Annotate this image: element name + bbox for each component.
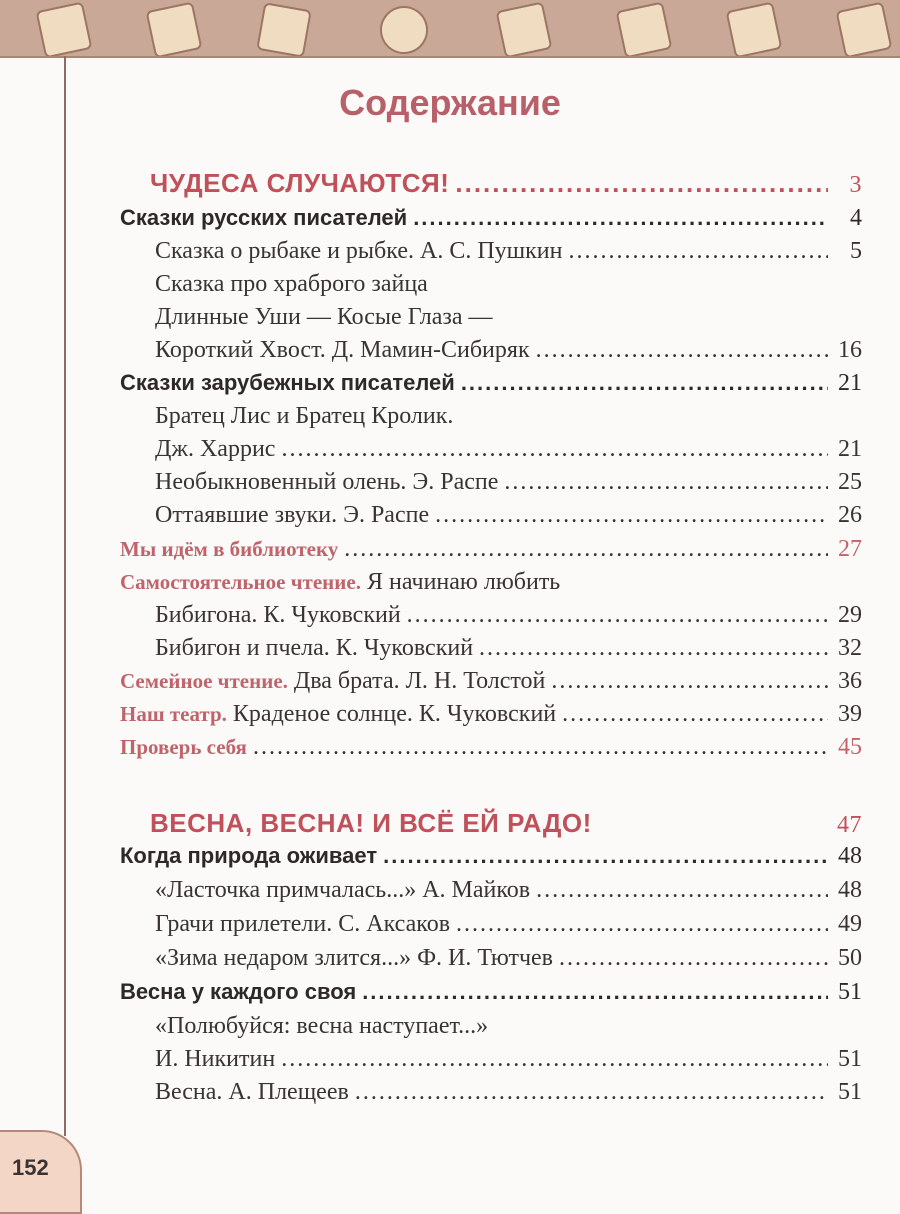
page-ref: 51 — [838, 1046, 862, 1072]
scroll-icon — [496, 2, 553, 58]
book-icon — [146, 2, 203, 58]
item-title: Весна. А. Плещеев — [155, 1079, 349, 1105]
page-ref: 51 — [838, 979, 862, 1005]
section-title: Сказки зарубежных писателей — [120, 370, 455, 395]
item-title: Два брата. Л. Н. Толстой — [293, 668, 546, 694]
toc-section[interactable] — [120, 843, 862, 876]
rubric-label: Семейное чтение. — [120, 669, 288, 693]
page-ref: 3 — [849, 172, 862, 198]
leader-dots — [383, 843, 828, 869]
toc-item[interactable] — [155, 337, 862, 370]
leader-dots — [407, 602, 828, 629]
item-title: И. Никитин — [155, 1046, 276, 1072]
section-title: Весна у каждого своя — [120, 979, 357, 1004]
leader-dots — [355, 1079, 828, 1106]
toc-item[interactable] — [155, 911, 862, 944]
item-title: Сказка про храброго зайца — [155, 271, 428, 297]
section-title: Сказки русских писателей — [120, 205, 408, 230]
page-ref: 49 — [838, 911, 862, 937]
item-title: Необыкновенный олень. Э. Распе — [155, 469, 499, 495]
page-ref: 29 — [838, 602, 862, 628]
decorative-banner — [0, 0, 900, 58]
rubric-label: Наш театр. — [120, 702, 227, 726]
item-title: Сказка о рыбаке и рыбке. А. С. Пушкин — [155, 238, 563, 264]
item-title: Краденое солнце. К. Чуковский — [232, 701, 557, 727]
toc-item[interactable] — [155, 403, 862, 436]
toc-item[interactable] — [155, 271, 862, 304]
item-title: «Полюбуйся: весна наступает...» — [155, 1013, 489, 1039]
leader-dots — [536, 877, 828, 904]
leader-dots — [344, 536, 828, 563]
toc-item[interactable] — [155, 1013, 862, 1046]
page-title: Содержание — [339, 82, 561, 123]
page-ref: 16 — [838, 337, 862, 363]
toc-item[interactable] — [155, 602, 862, 635]
page-ref: 32 — [838, 635, 862, 661]
toc-item[interactable] — [155, 635, 862, 668]
part-title: ЧУДЕСА СЛУЧАЮТСЯ! — [150, 168, 450, 198]
leader-dots — [456, 911, 828, 938]
leader-dots — [362, 979, 828, 1005]
leader-dots — [479, 635, 828, 662]
rubric-label: Мы идём в библиотеку — [120, 537, 339, 561]
item-title: Я начинаю любить — [366, 569, 561, 595]
section-title: Когда природа оживает — [120, 843, 378, 868]
letter-card-icon — [256, 2, 312, 58]
toc-section[interactable] — [120, 979, 862, 1012]
book-icon — [836, 2, 893, 58]
leader-dots — [253, 734, 828, 761]
page-ref: 27 — [838, 536, 862, 562]
toc-item[interactable] — [155, 1079, 862, 1112]
toc-item[interactable] — [155, 502, 862, 535]
item-title: Короткий Хвост. Д. Мамин-Сибиряк — [155, 337, 530, 363]
item-title: Грачи прилетели. С. Аксаков — [155, 911, 451, 937]
item-title: Оттаявшие звуки. Э. Распе — [155, 502, 430, 528]
page-number: 152 — [12, 1155, 49, 1180]
leader-dots — [559, 945, 828, 972]
item-title: «Зима недаром злится...» Ф. И. Тютчев — [155, 945, 554, 971]
margin-line — [64, 56, 66, 1136]
toc-item[interactable] — [155, 469, 862, 502]
leader-dots — [551, 668, 828, 695]
letter-card-icon — [616, 2, 673, 58]
page-ref: 51 — [838, 1079, 862, 1105]
item-title: Братец Лис и Братец Кролик. — [155, 403, 454, 429]
item-title: Бибигона. К. Чуковский — [155, 602, 401, 628]
toc-rubric[interactable] — [120, 668, 862, 701]
toc-part[interactable] — [150, 168, 862, 201]
page-ref: 36 — [838, 668, 862, 694]
toc-item[interactable] — [155, 945, 862, 978]
toc-rubric[interactable] — [120, 536, 862, 569]
toc-section[interactable] — [120, 205, 862, 238]
part-title: ВЕСНА, ВЕСНА! И ВСЁ ЕЙ РАДО! — [150, 808, 592, 838]
book-icon — [36, 2, 93, 58]
leader-dots — [435, 502, 828, 529]
leader-dots — [504, 469, 828, 496]
leader-dots — [536, 337, 828, 364]
page-ref: 45 — [838, 734, 862, 760]
page-ref: 50 — [838, 945, 862, 971]
pencil-icon — [726, 2, 783, 58]
toc-item[interactable] — [155, 436, 862, 469]
page-ref: 48 — [838, 877, 862, 903]
toc-rubric[interactable] — [120, 701, 862, 734]
toc-item[interactable] — [155, 877, 862, 910]
item-title: Бибигон и пчела. К. Чуковский — [155, 635, 474, 661]
toc-part[interactable] — [150, 808, 862, 841]
page-ref: 25 — [838, 469, 862, 495]
rubric-label: Самостоятельное чтение. — [120, 570, 361, 594]
pouch-icon — [376, 2, 433, 58]
leader-dots — [562, 701, 828, 728]
page-ref: 5 — [850, 238, 862, 264]
leader-dots — [281, 1046, 828, 1073]
toc-item — [155, 304, 862, 337]
item-title: Длинные Уши — Косые Глаза — — [155, 304, 493, 330]
toc-rubric[interactable] — [120, 569, 862, 602]
page-ref: 39 — [838, 701, 862, 727]
toc-item[interactable] — [155, 238, 862, 271]
leader-dots — [568, 238, 828, 265]
item-title: Дж. Харрис — [155, 436, 276, 462]
toc-section[interactable] — [120, 370, 862, 403]
toc-item[interactable] — [155, 1046, 862, 1079]
page-ref: 21 — [838, 436, 862, 462]
leader-dots — [461, 370, 828, 396]
page-ref: 47 — [837, 812, 862, 838]
page-ref: 21 — [838, 370, 862, 396]
toc-rubric[interactable] — [120, 734, 862, 767]
page-ref: 4 — [850, 205, 862, 231]
leader-dots — [413, 205, 828, 231]
page-ref: 48 — [838, 843, 862, 869]
leader-dots — [281, 436, 828, 463]
page-ref: 26 — [838, 502, 862, 528]
leader-dots — [455, 168, 828, 199]
item-title: «Ласточка примчалась...» А. Майков — [155, 877, 531, 903]
rubric-label: Проверь себя — [120, 735, 247, 759]
